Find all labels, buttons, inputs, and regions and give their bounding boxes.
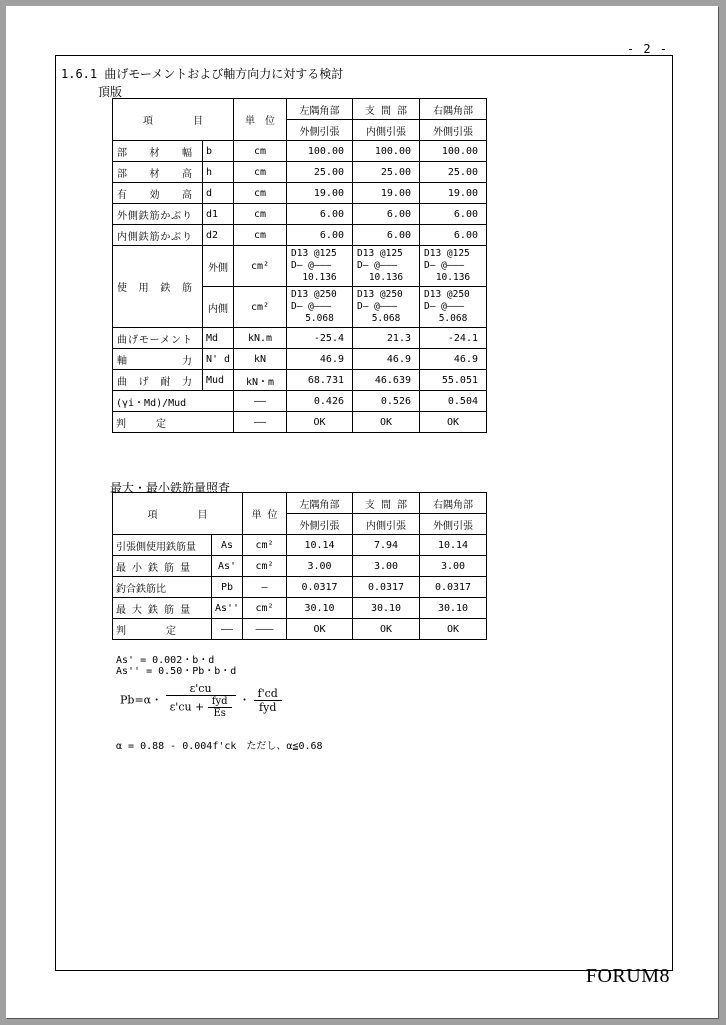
table-row — [113, 370, 487, 391]
report-page — [6, 6, 718, 1018]
row-unit: cm — [234, 183, 287, 204]
row-symbol: ―― — [212, 619, 243, 640]
row-label: 判 定 — [113, 619, 212, 640]
table-row — [113, 349, 487, 370]
row-unit: cm — [234, 162, 287, 183]
row-symbol: N' d — [203, 349, 234, 370]
row-unit: cm — [234, 225, 287, 246]
rebar-side-inner: 内側 — [203, 287, 234, 328]
table-row — [113, 183, 487, 204]
header-unit: 単 位 — [234, 99, 287, 141]
table-row — [113, 577, 487, 598]
row-unit: kN.m — [234, 328, 287, 349]
table-row — [113, 225, 487, 246]
row-label: 外側鉄筋かぶり — [113, 204, 203, 225]
row-label: 曲げ耐力 — [113, 370, 203, 391]
row-symbol: As'' — [212, 598, 243, 619]
row-value: 19.00 — [420, 183, 487, 204]
row-value: 68.731 — [287, 370, 353, 391]
header-item: 項 目 — [113, 493, 243, 535]
row-value: 19.00 — [287, 183, 353, 204]
brand-logo: FORUM8 — [585, 965, 670, 987]
row-value: 55.051 — [420, 370, 487, 391]
rebar-cell: D13 @250 D― @――― 5.068 — [287, 287, 353, 328]
header-subcol: 内側引張 — [353, 514, 420, 535]
row-value: 0.0317 — [420, 577, 487, 598]
row-unit: cm — [234, 141, 287, 162]
rebar-cell: D13 @125 D― @――― 10.136 — [420, 246, 487, 287]
row-value: 6.00 — [287, 225, 353, 246]
sub-title: 頂版 — [98, 85, 123, 99]
row-value: 100.00 — [420, 141, 487, 162]
row-value: 10.14 — [287, 535, 353, 556]
row-value: 6.00 — [420, 204, 487, 225]
row-value: 6.00 — [420, 225, 487, 246]
row-value: 30.10 — [287, 598, 353, 619]
row-value: 46.9 — [353, 349, 420, 370]
table-row — [113, 619, 487, 640]
alpha-formula: α = 0.88 - 0.004f'ck ただし、α≦0.68 — [116, 741, 323, 752]
header-col: 左隅角部 — [287, 493, 353, 514]
row-label: 内側鉄筋かぶり — [113, 225, 203, 246]
row-value: 0.0317 — [353, 577, 420, 598]
table-row — [113, 556, 487, 577]
row-value: 100.00 — [353, 141, 420, 162]
row-value: 3.00 — [287, 556, 353, 577]
as-min-formula: As' = 0.002・b・d — [116, 655, 215, 666]
row-value: 7.94 — [353, 535, 420, 556]
header-subcol: 外側引張 — [420, 120, 487, 141]
row-value: 30.10 — [420, 598, 487, 619]
row-value: 10.14 — [420, 535, 487, 556]
row-value: OK — [420, 619, 487, 640]
header-col: 支 間 部 — [353, 99, 420, 120]
row-value: 3.00 — [353, 556, 420, 577]
row-label: 有 効 高 — [113, 183, 203, 204]
judge-value: OK — [420, 412, 487, 433]
row-label: 部 材 幅 — [113, 141, 203, 162]
row-value: OK — [287, 619, 353, 640]
table-row — [113, 141, 487, 162]
row-value: 19.00 — [353, 183, 420, 204]
row-symbol: As' — [212, 556, 243, 577]
row-unit: kN — [234, 349, 287, 370]
row-unit: cm — [234, 204, 287, 225]
row-value: 46.9 — [287, 349, 353, 370]
section2-title: 最大・最小鉄筋量照査 — [110, 481, 231, 495]
row-value: 30.10 — [353, 598, 420, 619]
rebar-unit: cm² — [234, 246, 287, 287]
row-value: -25.4 — [287, 328, 353, 349]
row-value: 6.00 — [287, 204, 353, 225]
row-value: 25.00 — [353, 162, 420, 183]
row-value: 3.00 — [420, 556, 487, 577]
table-row — [113, 598, 487, 619]
row-symbol: d1 — [203, 204, 234, 225]
ratio-value: 0.526 — [353, 391, 420, 412]
row-symbol: d — [203, 183, 234, 204]
header-subcol: 外側引張 — [287, 514, 353, 535]
row-label: 軸 力 — [113, 349, 203, 370]
row-value: 46.639 — [353, 370, 420, 391]
formula-block — [116, 655, 236, 677]
row-label: 最 大 鉄 筋 量 — [113, 598, 212, 619]
row-value: OK — [353, 619, 420, 640]
row-unit: cm² — [243, 598, 287, 619]
judge-value: OK — [287, 412, 353, 433]
row-symbol: h — [203, 162, 234, 183]
rebar-label: 使 用 鉄 筋 — [113, 246, 203, 328]
header-unit: 単 位 — [243, 493, 287, 535]
as-max-formula: As'' = 0.50・Pb・b・d — [116, 666, 237, 677]
row-symbol: Md — [203, 328, 234, 349]
row-unit: cm² — [243, 535, 287, 556]
row-value: 0.0317 — [287, 577, 353, 598]
row-symbol: Pb — [212, 577, 243, 598]
ratio-value: 0.504 — [420, 391, 487, 412]
judge-value: OK — [353, 412, 420, 433]
row-value: 46.9 — [420, 349, 487, 370]
rebar-cell: D13 @125 D― @――― 10.136 — [287, 246, 353, 287]
row-value: 25.00 — [287, 162, 353, 183]
header-col: 右隅角部 — [420, 99, 487, 120]
ratio-unit: ―― — [234, 391, 287, 412]
rebar-side-outer: 外側 — [203, 246, 234, 287]
row-value: 21.3 — [353, 328, 420, 349]
ratio-label: (γi・Md)/Mud — [113, 391, 234, 412]
rebar-amount-table — [112, 492, 487, 640]
table-row — [113, 162, 487, 183]
judge-unit: ―― — [234, 412, 287, 433]
table-row — [113, 204, 487, 225]
header-item: 項 目 — [113, 99, 234, 141]
row-label: 引張側使用鉄筋量 — [113, 535, 212, 556]
row-label: 部 材 高 — [113, 162, 203, 183]
row-symbol: d2 — [203, 225, 234, 246]
header-subcol: 内側引張 — [353, 120, 420, 141]
row-unit: cm² — [243, 556, 287, 577]
row-label: 釣合鉄筋比 — [113, 577, 212, 598]
row-label: 曲げモーメント — [113, 328, 203, 349]
flexure-check-table — [112, 98, 487, 433]
page-number: - 2 - — [626, 42, 668, 56]
ratio-value: 0.426 — [287, 391, 353, 412]
row-value: -24.1 — [420, 328, 487, 349]
row-unit: ――― — [243, 619, 287, 640]
rebar-unit: cm² — [234, 287, 287, 328]
header-subcol: 外側引張 — [287, 120, 353, 141]
row-value: 6.00 — [353, 204, 420, 225]
row-value: 100.00 — [287, 141, 353, 162]
pb-equation: Pb=α・ ε'cu ε'cu + $\frac{\text{fyd}}{Es}$ ・ $\frac{f'cd}{\text{fyd}}$ — [120, 682, 282, 719]
row-value: 6.00 — [353, 225, 420, 246]
section-title: 1.6.1 曲げモーメントおよび軸方向力に対する検討 — [61, 67, 344, 81]
header-subcol: 外側引張 — [420, 514, 487, 535]
header-col: 右隅角部 — [420, 493, 487, 514]
row-symbol: Mud — [203, 370, 234, 391]
rebar-cell: D13 @250 D― @――― 5.068 — [353, 287, 420, 328]
rebar-cell: D13 @250 D― @――― 5.068 — [420, 287, 487, 328]
table-row — [113, 328, 487, 349]
header-col: 支 間 部 — [353, 493, 420, 514]
row-symbol: b — [203, 141, 234, 162]
table-row — [113, 535, 487, 556]
row-value: 25.00 — [420, 162, 487, 183]
row-unit: ― — [243, 577, 287, 598]
row-label: 最 小 鉄 筋 量 — [113, 556, 212, 577]
judge-label: 判 定 — [113, 412, 234, 433]
rebar-cell: D13 @125 D― @――― 10.136 — [353, 246, 420, 287]
row-symbol: As — [212, 535, 243, 556]
header-col: 左隅角部 — [287, 99, 353, 120]
row-unit: kN・m — [234, 370, 287, 391]
